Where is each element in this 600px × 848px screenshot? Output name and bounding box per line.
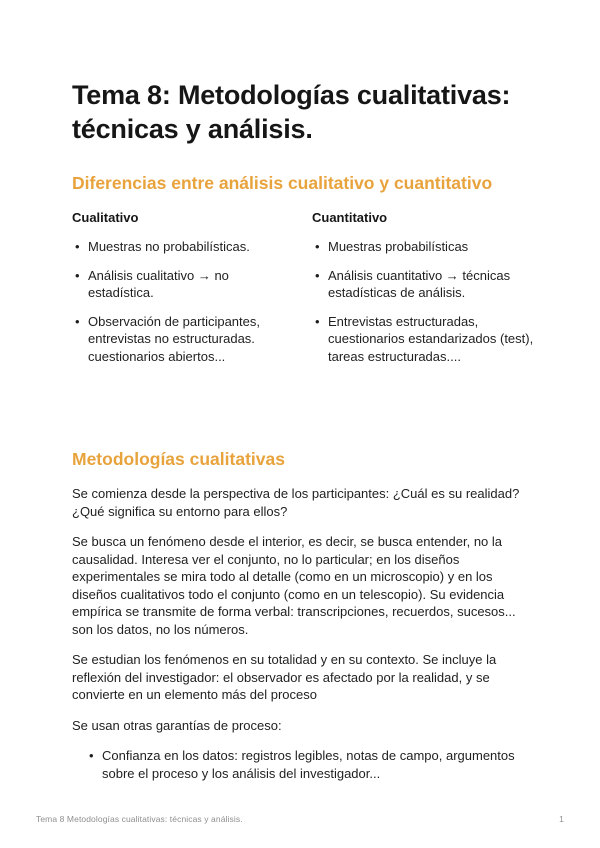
- paragraph: Se usan otras garantías de proceso:: [72, 717, 282, 733]
- paragraph: Se busca un fenómeno desde el interior, es decir, se busca entender, no la causalidad. Interesa ver el conjunto, no lo particular; en los diseños experimentales se mira todo al detalle (como en un microscopio) y en los diseños cualitativos todo el conjunto (como en un telescopio). Su evidencia empírica se transmite de forma verbal: transcripciones, recuerdos, sucesos... son los datos, no los números.: [72, 534, 516, 637]
- list-item: [72, 267, 298, 302]
- bullet-icon: •: [315, 267, 320, 283]
- list-item: [312, 313, 538, 366]
- section-heading-metodologias: Metodologías cualitativas: [72, 449, 285, 469]
- column-heading-cualitativo: Cualitativo: [72, 210, 139, 225]
- list-item-text: Confianza en los datos: registros legibles, notas de campo, argumentos sobre el proceso y los análisis del investigador...: [102, 748, 515, 781]
- list-item-text: Análisis cualitativo → no estadística.: [88, 267, 229, 300]
- list-item-text: Entrevistas estructuradas, cuestionarios estandarizados (test), tareas estructuradas....: [328, 313, 534, 364]
- footer-page-number: 1: [559, 814, 564, 824]
- bullet-icon: •: [89, 748, 94, 763]
- page-title: Tema 8: Metodologías cualitativas: técnicas y análisis.: [72, 80, 511, 144]
- list-item-text: Observación de participantes, entrevistas no estructuradas. cuestionarios abiertos...: [88, 313, 260, 364]
- bullet-icon: •: [75, 313, 80, 329]
- column-heading-cuantitativo: Cuantitativo: [312, 210, 388, 225]
- paragraph: Se estudian los fenómenos en su totalidad y en su contexto. Se incluye la reflexión del investigador: el observador es afectado por la realidad, y se convierte en un elemento más del proceso: [72, 652, 497, 702]
- paragraph: Se comienza desde la perspectiva de los participantes: ¿Cuál es su realidad? ¿Qué significa su entorno para ellos?: [72, 486, 520, 519]
- list-item-text: Análisis cuantitativo → técnicas estadísticas de análisis.: [328, 267, 511, 300]
- bullet-icon: •: [75, 267, 80, 283]
- list-item-text: Muestras no probabilísticas.: [88, 239, 250, 254]
- footer-document-title: Tema 8 Metodologías cualitativas: técnicas y análisis.: [36, 814, 243, 824]
- list-item: [72, 313, 298, 366]
- section-heading-diferencias: Diferencias entre análisis cualitativo y cuantitativo: [72, 173, 493, 193]
- page-footer: [36, 814, 564, 824]
- list-item: [72, 747, 528, 782]
- list-item-text: Muestras probabilísticas: [328, 239, 469, 254]
- garantias-bullet-list: [72, 747, 528, 782]
- list-item: [72, 238, 298, 256]
- cualitativo-bullet-list: [72, 238, 298, 365]
- bullet-icon: •: [75, 239, 80, 254]
- comparison-columns: [72, 210, 534, 376]
- column-cualitativo: [72, 210, 312, 376]
- cuantitativo-bullet-list: [312, 238, 538, 365]
- bullet-icon: •: [315, 313, 320, 329]
- list-item: [312, 267, 538, 302]
- column-cuantitativo: [312, 210, 552, 376]
- bullet-icon: •: [315, 239, 320, 254]
- list-item: [312, 238, 538, 256]
